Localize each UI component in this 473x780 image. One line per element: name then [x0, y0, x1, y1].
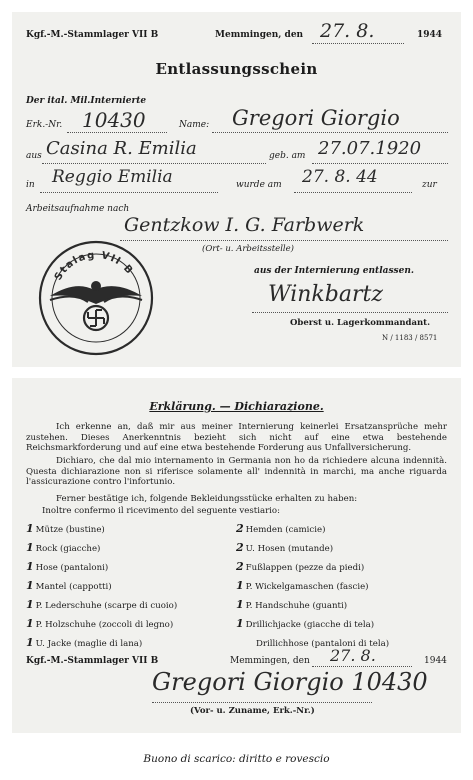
- name-label: Name:: [179, 120, 210, 130]
- aus-label: aus: [26, 151, 42, 161]
- declaration-italian: Dichiaro, che dal mio internamento in Germania non ho da richiedere alcuna indennità. Questa dichiarazione non si riferisce solamente all' indennità in marchi, ma anche riguarda l'assicurazione contro l'infortunio.: [26, 456, 447, 488]
- clothing-item: 1 U. Jacke (maglie di lana): [26, 636, 143, 649]
- date-line-back: [312, 666, 412, 667]
- clothing-item: 1 Rock (giacche): [26, 541, 101, 554]
- declaration-german: Ich erkenne an, daß mir aus meiner Internierung keinerlei Ersatzansprüche mehr zustehen. Dieses Anerkenntnis bezieht sich nicht auf eine etwa bestehende Reichsmarkforderung und auf eine etwa bestehende Forderung aus Unfallversicherung.: [26, 422, 447, 454]
- clothing-item: 1 Drillichjacke (giacche di tela): [236, 617, 375, 630]
- erk-nr-value: 10430: [82, 108, 146, 132]
- clothing-item: Drillichhose (pantaloni di tela): [256, 639, 390, 649]
- place-date-label-back: Memmingen, den: [230, 656, 310, 666]
- internee-signature: Gregori Giorgio 10430: [152, 668, 428, 696]
- intro-text: Der ital. Mil.Internierte: [26, 96, 147, 106]
- geb-label: geb. am: [269, 151, 306, 161]
- camp-name: Kgf.-M.-Stammlager VII B: [26, 30, 159, 40]
- date-handwritten: 27. 8.: [320, 20, 375, 42]
- arbeit-line: [120, 240, 448, 241]
- name-value: Gregori Giorgio: [232, 106, 400, 130]
- form-number: N / 1183 / 8571: [382, 334, 438, 342]
- eagle-stamp-icon: [36, 238, 156, 358]
- aus-line: [42, 163, 266, 164]
- wurde-value: 27. 8. 44: [302, 167, 378, 187]
- clothing-item: 1 Mantel (cappotti): [26, 579, 112, 592]
- entlassen-text: aus der Internierung entlassen.: [254, 266, 415, 276]
- clothing-item: 1 Hose (pantaloni): [26, 560, 109, 573]
- commandant-signature: Winkbartz: [268, 282, 383, 307]
- signature-caption: (Vor- u. Zuname, Erk.-Nr.): [190, 706, 315, 716]
- year-back: 1944: [424, 656, 447, 666]
- clothing-item: 1 Mütze (bustine): [26, 522, 105, 535]
- wurde-line: [294, 192, 412, 193]
- clothing-item: 2 Fußlappen (pezze da piedi): [236, 560, 365, 573]
- camp-name-back: Kgf.-M.-Stammlager VII B: [26, 656, 159, 666]
- clothing-item: 2 Hemden (camicie): [236, 522, 326, 535]
- arbeit-value: Gentzkow I. G. Farbwerk: [124, 214, 365, 236]
- clothing-item: 1 P. Handschuhe (guanti): [236, 598, 348, 611]
- zur-label: zur: [422, 180, 437, 190]
- arbeit-label: Arbeitsaufnahme nach: [26, 204, 130, 214]
- oberst-label: Oberst u. Lagerkommandant.: [290, 318, 431, 328]
- clothing-intro-italian: Inoltre confermo il ricevimento del seguente vestiario:: [42, 506, 280, 516]
- clothing-item: 2 U. Hosen (mutande): [236, 541, 334, 554]
- erk-nr-label: Erk.-Nr.: [26, 120, 63, 130]
- declaration-heading: Erklärung. — Dichiarazione.: [149, 400, 324, 413]
- erk-nr-line: [67, 132, 167, 133]
- discharge-certificate-front: [12, 12, 461, 367]
- svg-text:Stalag VII B: Stalag VII B: [52, 249, 136, 283]
- clothing-item: 1 P. Wickelgamaschen (fascie): [236, 579, 369, 592]
- in-label: in: [26, 180, 35, 190]
- clothing-item: 1 P. Holzschuhe (zoccoli di legno): [26, 617, 174, 630]
- clothing-intro-german: Ferner bestätige ich, folgende Bekleidungsstücke erhalten zu haben:: [56, 494, 358, 504]
- ort-label: (Ort- u. Arbeitsstelle): [202, 244, 294, 254]
- discharge-certificate-back: [12, 378, 461, 733]
- date-line: [312, 43, 404, 44]
- in-line: [40, 192, 218, 193]
- year: 1944: [417, 30, 443, 40]
- figure-caption: Buono di scarico: diritto e rovescio: [143, 753, 330, 765]
- geb-line: [312, 163, 448, 164]
- aus-value: Casina R. Emilia: [46, 138, 197, 159]
- name-line: [212, 132, 448, 133]
- place-date-label: Memmingen, den: [215, 30, 304, 40]
- in-value: Reggio Emilia: [52, 167, 173, 187]
- wurde-label: wurde am: [236, 180, 282, 190]
- document-title: Entlassungsschein: [155, 60, 318, 78]
- internee-signature-line: [152, 702, 372, 703]
- signature-line: [252, 312, 448, 313]
- date-handwritten-back: 27. 8.: [330, 646, 376, 665]
- geb-value: 27.07.1920: [318, 138, 422, 159]
- clothing-item: 1 P. Lederschuhe (scarpe di cuoio): [26, 598, 178, 611]
